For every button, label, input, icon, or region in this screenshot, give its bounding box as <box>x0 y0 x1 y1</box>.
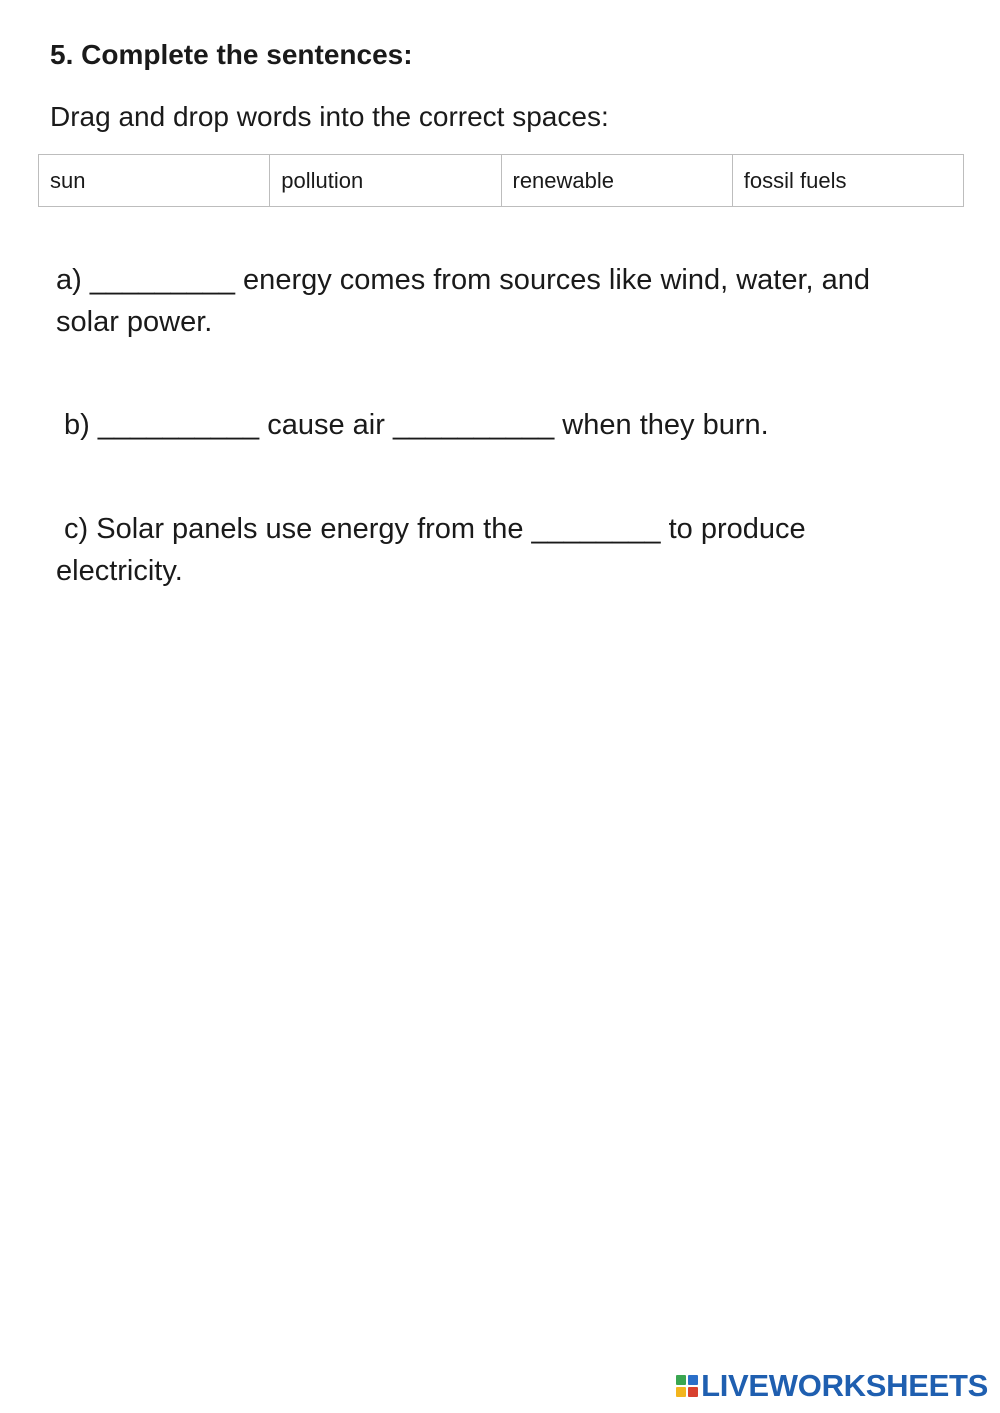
exercise-instructions: Drag and drop words into the correct spaces: <box>50 101 609 132</box>
sentence-c-line1[interactable]: c) Solar panels use energy from the ________ to produce <box>56 513 806 545</box>
sentence-c <box>56 508 956 592</box>
liveworksheets-brand-text: LIVEWORKSHEETS <box>701 1368 988 1403</box>
sentence-c-line2: electricity. <box>56 555 183 587</box>
sentence-b[interactable]: b) __________ cause air __________ when they burn. <box>56 409 769 441</box>
logo-square-yellow <box>676 1387 686 1397</box>
logo-square-red <box>688 1387 698 1397</box>
exercise-title: 5. Complete the sentences: <box>50 39 413 70</box>
liveworksheets-logo <box>676 1369 988 1403</box>
word-bank-item[interactable]: pollution <box>270 155 501 207</box>
logo-square-blue <box>688 1375 698 1385</box>
liveworksheets-icon <box>676 1375 698 1397</box>
sentence-a-line1[interactable]: a) _________ energy comes from sources like wind, water, and <box>56 264 871 296</box>
sentence-a <box>56 259 956 343</box>
word-bank-item[interactable]: fossil fuels <box>732 155 963 207</box>
word-bank-item[interactable]: renewable <box>501 155 732 207</box>
word-bank-row <box>39 155 964 207</box>
sentence-a-line2: solar power. <box>56 306 213 338</box>
logo-square-green <box>676 1375 686 1385</box>
word-bank <box>38 154 964 207</box>
word-bank-item[interactable]: sun <box>39 155 270 207</box>
